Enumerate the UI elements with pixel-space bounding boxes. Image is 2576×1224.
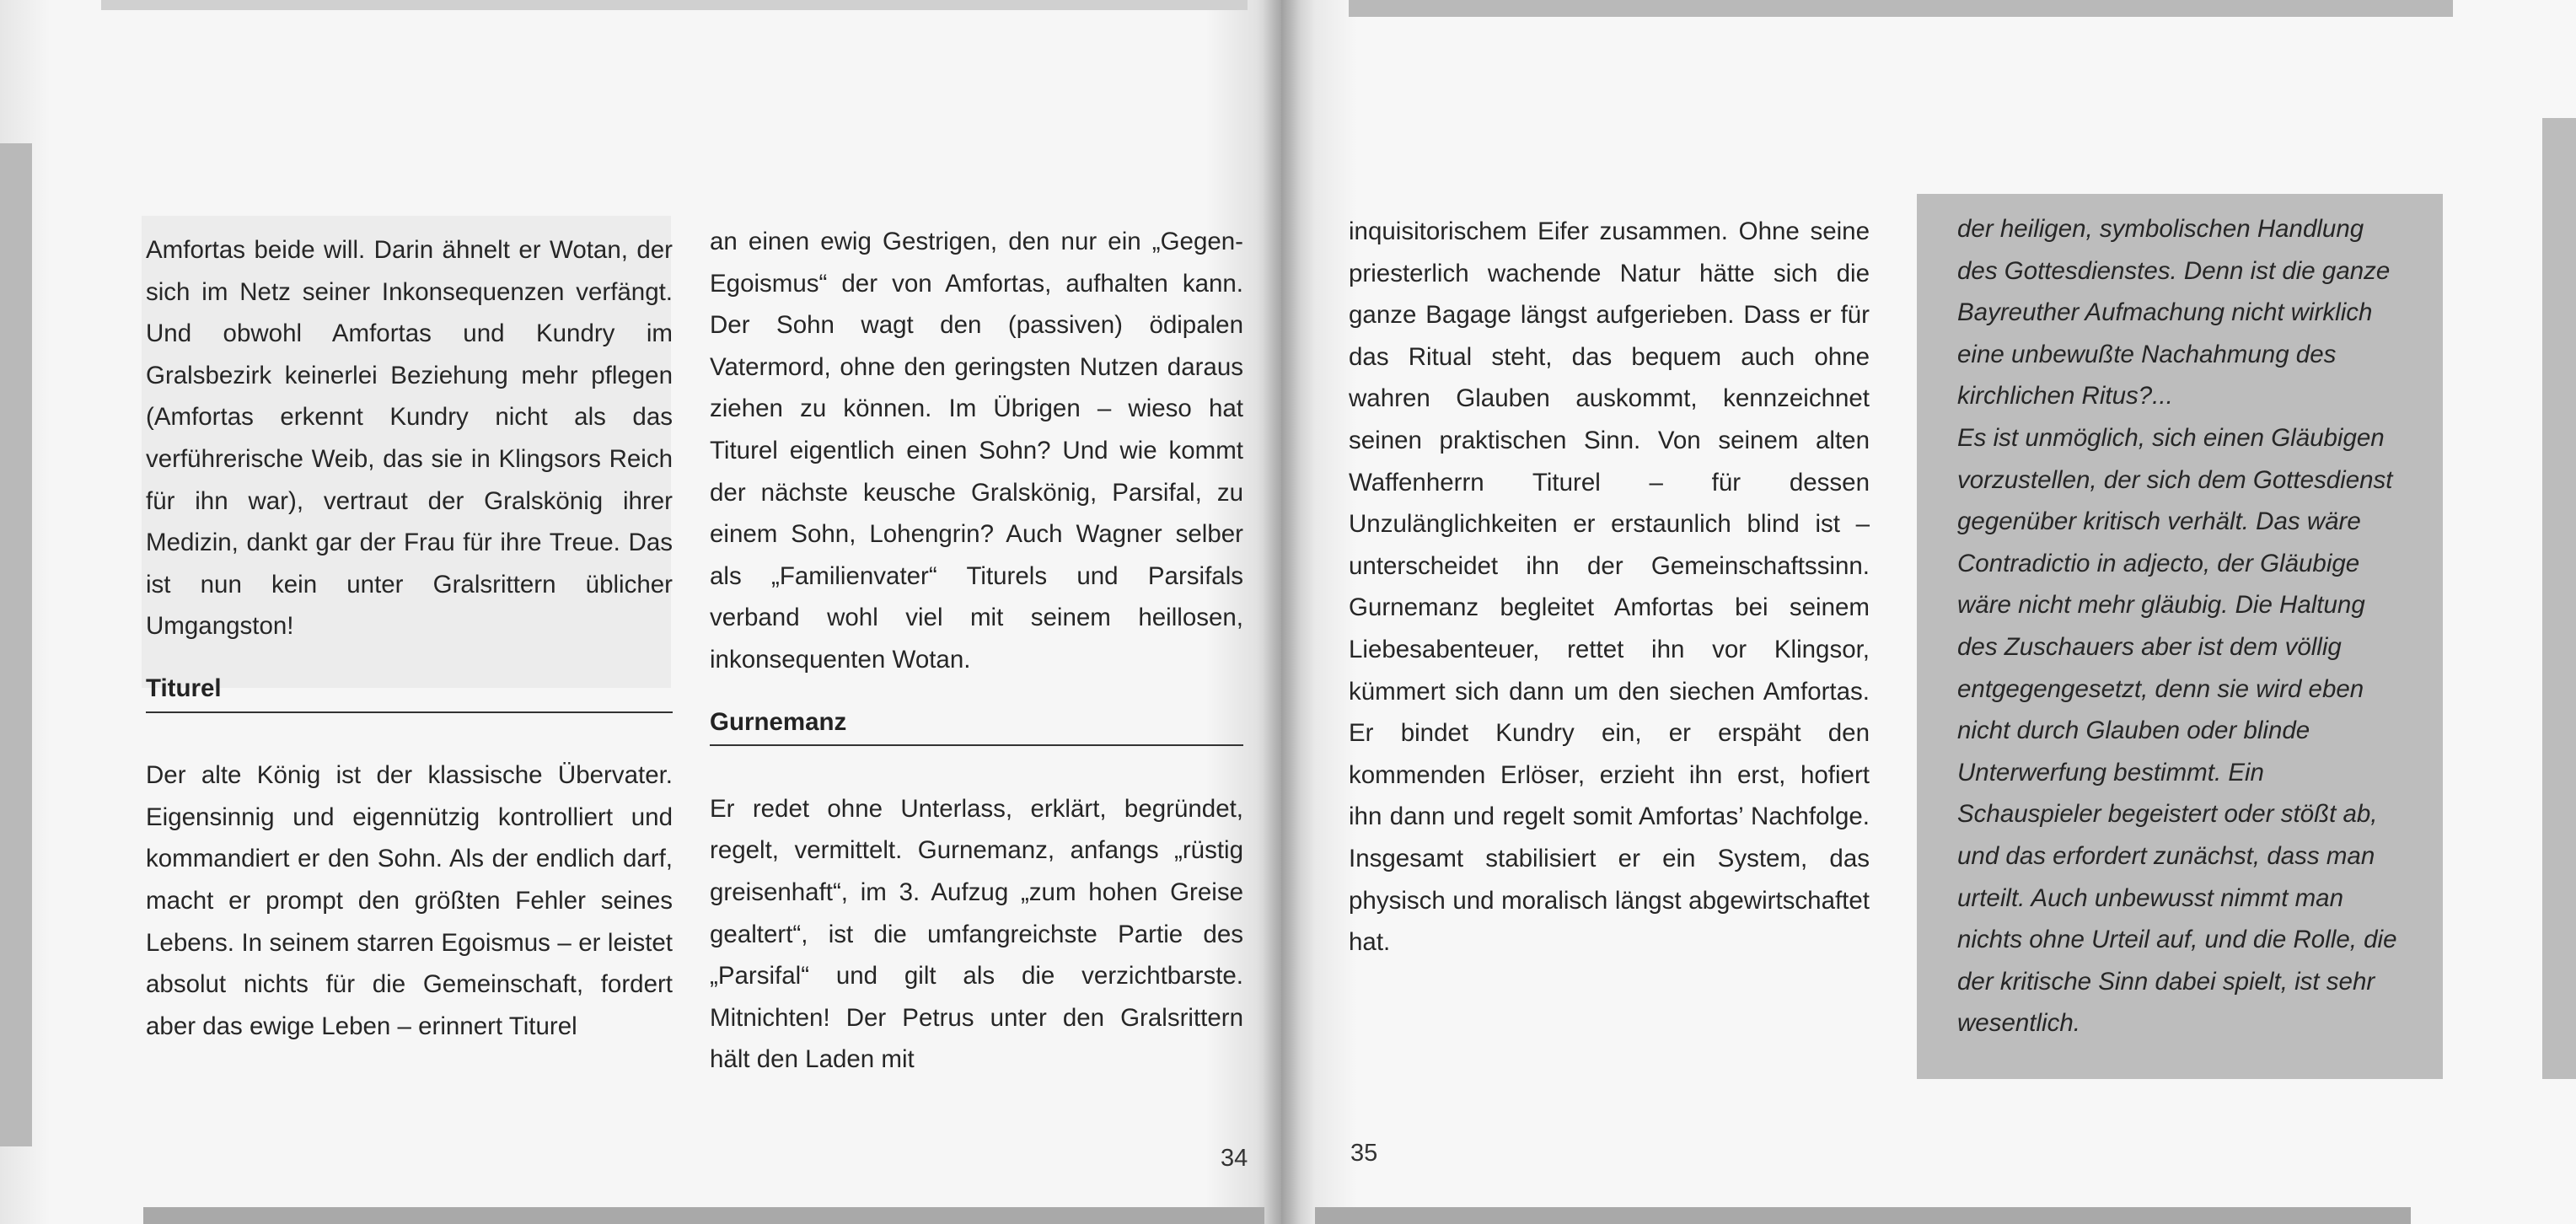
left-col1-paragraph-2: Der alte König ist der klassische Übervater. Eigensinnig und eigennützig kontrolliert und kommandiert er den Sohn. Als der endlich darf, macht er prompt den größten Fehler seines Lebens. In seinem starren Egoismus – er leistet absolut nichts für die Gemeinschaft, fordert aber das ewige Leben – erinnert Titurel <box>146 761 673 1040</box>
bottom-edge-right <box>1315 1207 2411 1224</box>
quote-paragraph-1: der heiligen, symbolischen Handlung des Gottesdienstes. Denn ist die ganze Bayreuther Aufmachung nicht wirklich eine unbewußte Nachahmung des kirchlichen Ritus?... <box>1957 215 2391 411</box>
right-page-edge <box>2542 118 2576 1079</box>
page-number-right: 35 <box>1350 1140 1378 1167</box>
top-edge-left <box>101 0 1248 10</box>
left-column-2 <box>710 221 1243 1081</box>
quote-paragraph-2: Es ist unmöglich, sich einen Gläubigen vorzustellen, der sich dem Gottesdienst gegenüber kritisch verhält. Das wäre Contradictio in adjecto, der Gläubige wäre nicht mehr gläubig. Die Haltung des Zuschauers aber ist dem völlig entgegengesetzt, denn sie wird eben nicht durch Glauben oder blinde Unterwerfung bestimmt. Ein Schauspieler begeistert oder stößt ab, und das erfordert zunächst, dass man urteilt. Auch unbewusst nimmt man nichts ohne Urteil auf, und die Rolle, die der kritische Sinn dabei spielt, ist sehr wesentlich. <box>1957 423 2397 1038</box>
left-col2-paragraph-2: Er redet ohne Unterlass, erklärt, begründet, regelt, vermittelt. Gurnemanz, anfangs „rüstig greisenhaft“, im 3. Aufzug „zum hohen Greise gealtert“, ist die umfangreichste Partie des „Parsifal“ und gilt als die verzichtbarste. Mitnichten! Der Petrus unter den Gralsrittern hält den Laden mit <box>710 794 1243 1074</box>
page-number-left: 34 <box>1221 1145 1248 1172</box>
quote-box-text <box>1957 208 2406 1044</box>
left-col1-paragraph-1: Amfortas beide will. Darin ähnelt er Wotan, der sich im Netz seiner Inkonsequenzen verfängt. Und obwohl Amfortas und Kundry im Gralsbezirk keinerlei Beziehung mehr pflegen (Amfortas erkennt Kundry nicht als das verführerische Weib, das sie in Klingsors Reich für ihn war), vertraut der Gralskönig ihrer Medizin, dankt gar der Frau für ihre Treue. Das ist nun kein unter Gralsrittern üblicher Umgangston! <box>146 236 673 641</box>
section-heading-gurnemanz: Gurnemanz <box>710 701 1243 747</box>
bottom-edge-left <box>143 1207 1264 1224</box>
top-edge-right <box>1349 0 2453 17</box>
right-col1-paragraph-1: inquisitorischem Eifer zusammen. Ohne seine priesterlich wachende Natur hätte sich die ganze Bagage längst aufgerieben. Dass er für das Ritual steht, das bequem auch ohne wahren Glauben auskommt, kennzeichnet seinen praktischen Sinn. Von seinem alten Waffenherrn Titurel – für dessen Unzulänglichkeiten er erstaunlich blind ist – unterscheidet ihn der Gemeinschaftssinn. Gurnemanz begleitet Amfortas bei seinem Liebesabenteuer, rettet ihn vor Klingsor, kümmert sich dann um den siechen Amfortas. Er bindet Kundry ein, er erspäht den kommenden Erlöser, erzieht ihn erst, hofiert ihn dann und regelt somit Amfortas’ Nachfolge. Insgesamt stabilisiert er ein System, das physisch und moralisch längst abgewirtschaftet hat. <box>1349 217 1870 957</box>
left-page-edge <box>0 143 32 1146</box>
section-heading-titurel: Titurel <box>146 668 673 713</box>
left-column-1 <box>146 229 673 1047</box>
left-col2-paragraph-1: an einen ewig Gestrigen, den nur ein „Gegen-Egoismus“ der von Amfortas, aufhalten kann. Der Sohn wagt den (passiven) ödipalen Vatermord, ohne den geringsten Nutzen daraus ziehen zu können. Im Übrigen – wieso hat Titurel eigentlich einen Sohn? Und wie kommt der nächste keusche Gralskönig, Parsifal, zu einem Sohn, Lohengrin? Auch Wagner selber als „Familienvater“ Titurels und Parsifals verband wohl viel mit seinem heillosen, inkonsequenten Wotan. <box>710 228 1243 674</box>
book-spine <box>1263 0 1300 1224</box>
right-column-1 <box>1349 211 1870 964</box>
